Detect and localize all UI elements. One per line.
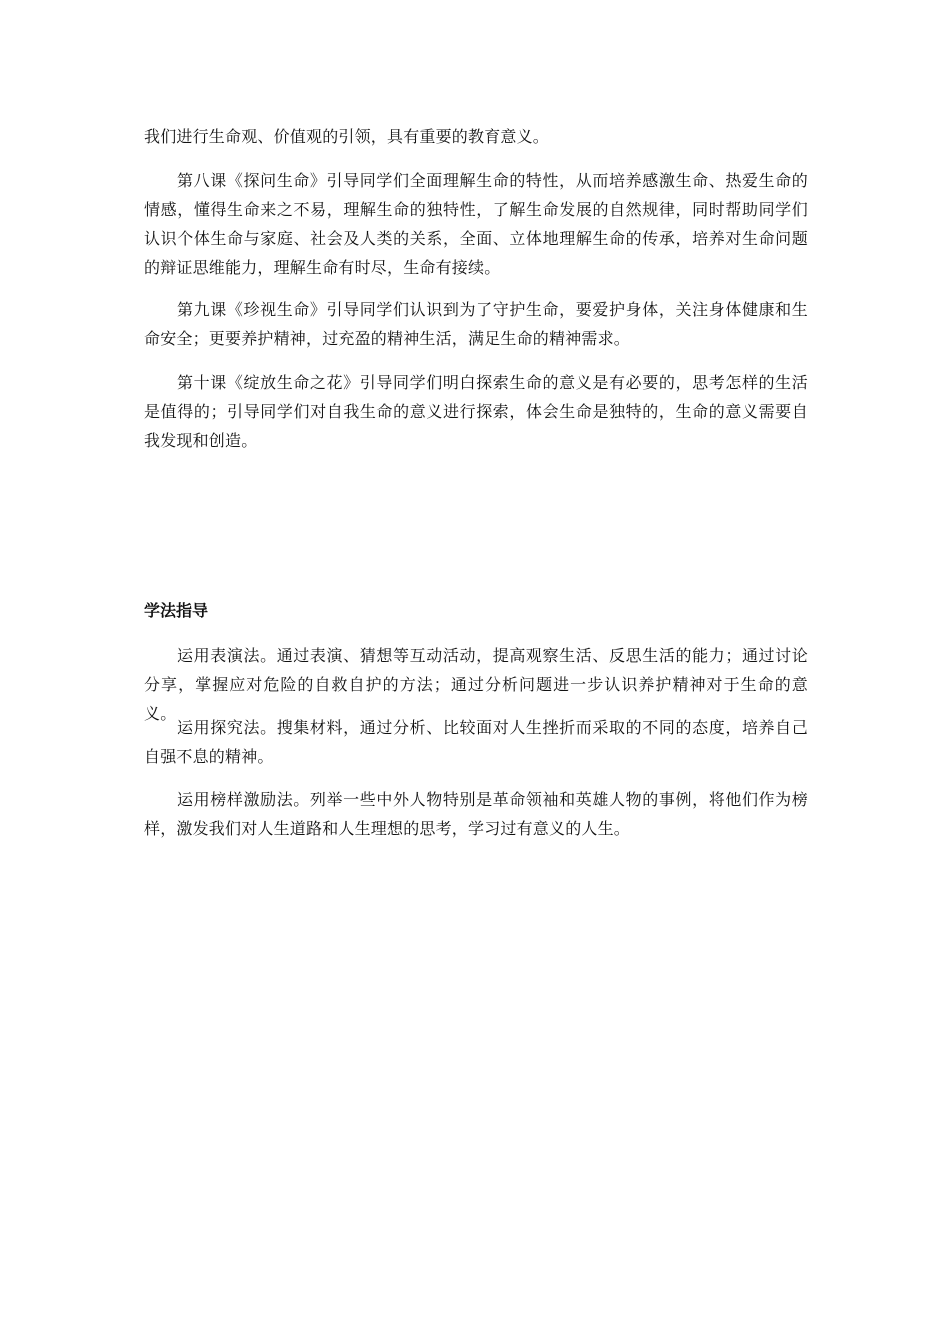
paragraph-intro-continuation: 我们进行生命观、价值观的引领，具有重要的教育意义。 bbox=[144, 127, 550, 146]
paragraph-lesson-8: 第八课《探问生命》引导同学们全面理解生命的特性，从而培养感激生命、热爱生命的情感，懂得生命来之不易，理解生命的独特性，了解生命发展的自然规律，同时帮助同学们认识个体生命与家庭、社会及人类的关系，全面、立体地理解生命的传承，培养对生命问题的辩证思维能力，理解生命有时尽，生命有接续。 bbox=[144, 171, 808, 277]
paragraph-method-performance: 运用表演法。通过表演、猜想等互动活动，提高观察生活、反思生活的能力；通过讨论分享，掌握应对危险的自救自护的方法；通过分析问题进一步认识养护精神对于生命的意义。 bbox=[144, 646, 808, 723]
section-heading-study-methods: 学法指导 bbox=[144, 601, 209, 620]
paragraph-method-inquiry: 运用探究法。搜集材料，通过分析、比较面对人生挫折而采取的不同的态度，培养自己自强不息的精神。 bbox=[144, 718, 808, 766]
paragraph-lesson-9: 第九课《珍视生命》引导同学们认识到为了守护生命，要爱护身体，关注身体健康和生命安全；更要养护精神，过充盈的精神生活，满足生命的精神需求。 bbox=[144, 300, 808, 348]
paragraph-method-role-model: 运用榜样激励法。列举一些中外人物特别是革命领袖和英雄人物的事例，将他们作为榜样，激发我们对人生道路和人生理想的思考，学习过有意义的人生。 bbox=[144, 790, 808, 838]
paragraph-lesson-10: 第十课《绽放生命之花》引导同学们明白探索生命的意义是有必要的，思考怎样的生活是值得的；引导同学们对自我生命的意义进行探索，体会生命是独特的，生命的意义需要自我发现和创造。 bbox=[144, 373, 808, 450]
